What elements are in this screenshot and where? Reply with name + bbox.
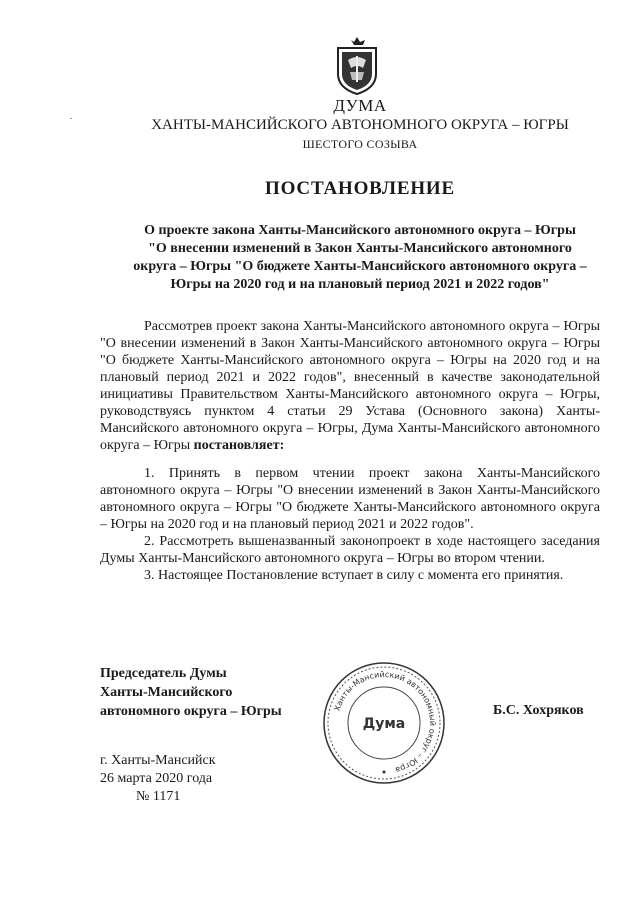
document-number: № 1171 [136,789,181,804]
item-3: 3. Настоящее Постановление вступает в силу с момента его принятия. [144,568,564,583]
signatory-title [100,664,282,721]
city: г. Ханты-Мансийск [100,753,216,768]
seal-center-text: Дума [362,716,406,732]
okrug-name: ХАНТЫ-МАНСИЙСКОГО АВТОНОМНОГО ОКРУГА – ЮГРЫ [151,117,569,133]
document-body [100,318,600,584]
document-subject [100,222,620,294]
coat-of-arms-icon [332,34,382,96]
seal-ring-text: Ханты-Мансийский автономный округ – Югра [332,669,438,775]
item-1: 1. Принять в первом чтении проект закона Ханты-Мансийского автономного округа – Югры "О внесении изменений в Закон Ханты-Мансийского автономного округа – Югры "О бюджете Ханты-Мансийского автономного округа – Югры на 2020 год и на плановый период 2021 и 2022 годов". [100,466,600,532]
document-type: ПОСТАНОВЛЕНИЕ [265,178,455,199]
scan-speck [70,118,72,119]
subject-line: округа – Югры "О бюджете Ханты-Мансийского автономного округа – [133,259,587,274]
item-2: 2. Рассмотреть вышеназванный законопроект в ходе настоящего заседания Думы Ханты-Мансийского автономного округа – Югры во втором чтении. [100,534,600,566]
duma-title: ДУМА [333,96,387,115]
signer-name: Б.С. Хохряков [493,703,584,718]
issuer-header [100,96,620,153]
preamble-text: Рассмотрев проект закона Ханты-Мансийского автономного округа – Югры "О внесении изменений в Закон Ханты-Мансийского автономного округа – Югры "О бюджете Ханты-Мансийского автономного округа – Югры на 2020 год и на плановый период 2021 и 2022 годов", внесенный в качестве законодательной инициативы Правительством Ханты-Мансийского автономного округа – Югры, руководствуясь пунктом 4 статьи 29 Устава (Основного закона) Ханты-Мансийского автономного округа – Югры, Дума Ханты-Мансийского автономного округа – Югры [100,319,600,453]
subject-line: Югры на 2020 год и на плановый период 2021 и 2022 годов" [170,277,550,292]
place-date-number [100,752,216,806]
preamble-paragraph [100,318,600,454]
decides-word: постановляет: [193,438,285,453]
official-seal [321,660,447,786]
convocation: ШЕСТОГО СОЗЫВА [302,137,418,151]
subject-line: "О внесении изменений в Закон Ханты-Мансийского автономного [148,241,572,256]
date: 26 марта 2020 года [100,771,213,786]
signatory-line: Ханты-Мансийского [100,685,233,700]
signatory-line: Председатель Думы [100,666,227,681]
subject-line: О проекте закона Ханты-Мансийского автономного округа – Югры [144,223,576,238]
signatory-line: автономного округа – Югры [100,704,282,719]
